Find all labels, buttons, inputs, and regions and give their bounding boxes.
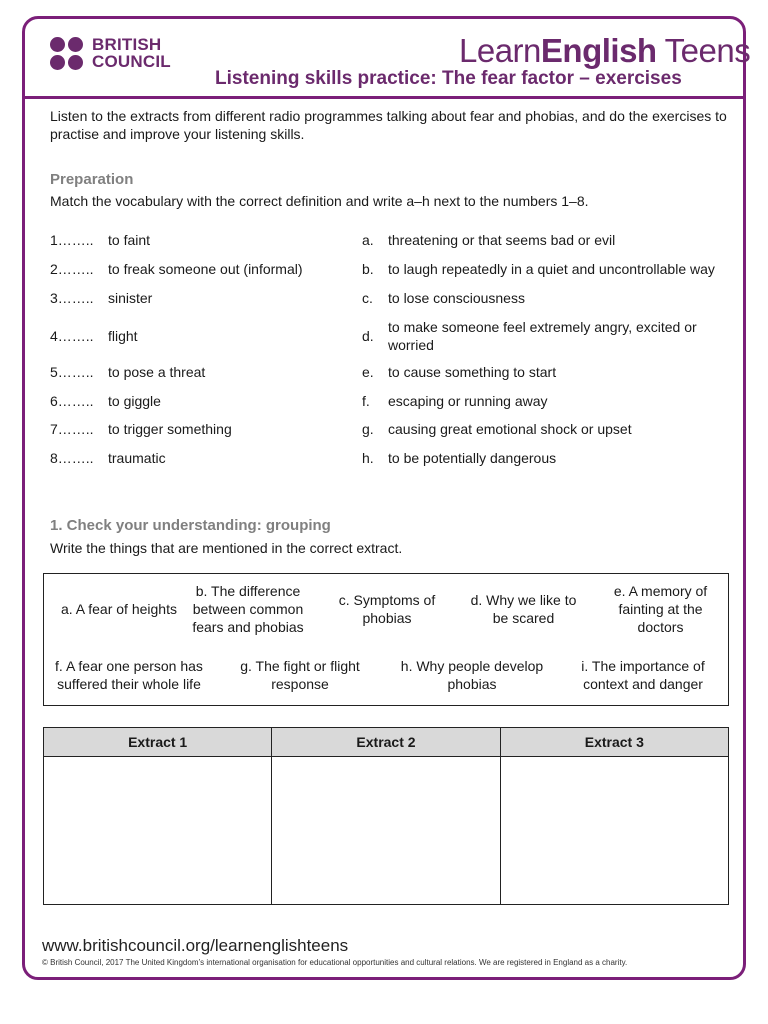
preparation-heading: Preparation <box>50 171 134 188</box>
extract-1-header: Extract 1 <box>44 728 272 757</box>
vocabulary-word: flight <box>108 328 138 344</box>
extract-3-answer-cell[interactable] <box>500 757 728 905</box>
answer-blank[interactable]: 7…….. <box>50 421 94 437</box>
definition-letter: d. <box>362 328 374 344</box>
logo-line-1: BRITISH <box>92 35 162 54</box>
answer-blank[interactable]: 2…….. <box>50 261 94 277</box>
definition-text: causing great emotional shock or upset <box>388 421 632 437</box>
definition-text: to make someone feel extremely angry, excited or worried <box>388 319 697 353</box>
answer-blank[interactable]: 8…….. <box>50 450 94 466</box>
vocabulary-word: to faint <box>108 232 151 248</box>
header-divider <box>22 96 746 99</box>
definition-letter: g. <box>362 421 374 437</box>
answer-blank[interactable]: 5…….. <box>50 364 94 380</box>
grouping-option: c. Symptoms of phobias <box>338 592 436 626</box>
preparation-instruction: Match the vocabulary with the correct definition and write a–h next to the numbers 1–8. <box>50 193 589 209</box>
definition-letter: h. <box>362 450 374 466</box>
answer-blank[interactable]: 4…….. <box>50 328 94 344</box>
logo-text <box>92 36 171 70</box>
learnenglish-teens-brand <box>459 32 750 70</box>
definition-text: escaping or running away <box>388 393 548 409</box>
grouping-option: i. The importance of context and danger <box>581 658 705 692</box>
brand-teens: Teens <box>656 32 751 69</box>
vocabulary-word: to giggle <box>108 393 161 409</box>
intro-text: Listen to the extracts from different radio programmes talking about fear and phobias, and do the exercises to practise and improve your listening skills. <box>50 108 727 142</box>
logo-dot <box>50 37 65 52</box>
definition-text: threatening or that seems bad or evil <box>388 232 616 248</box>
logo-dot <box>50 55 65 70</box>
vocabulary-row <box>50 449 740 467</box>
definition-letter: c. <box>362 290 373 306</box>
exercise1-instruction: Write the things that are mentioned in the correct extract. <box>50 540 403 556</box>
vocabulary-word: sinister <box>108 290 153 306</box>
answer-blank[interactable]: 1…….. <box>50 232 94 248</box>
vocabulary-row <box>50 260 740 278</box>
vocabulary-row <box>50 420 740 438</box>
vocabulary-word: traumatic <box>108 450 166 466</box>
definition-text: to cause something to start <box>388 364 557 380</box>
vocabulary-row <box>50 392 740 410</box>
grouping-option: d. Why we like to be scared <box>470 592 577 626</box>
grouping-option: f. A fear one person has suffered their whole life <box>55 658 203 692</box>
document-title: Listening skills practice: The fear factor – exercises <box>215 68 682 89</box>
vocabulary-row <box>50 231 740 249</box>
answer-blank[interactable]: 6…….. <box>50 393 94 409</box>
vocabulary-row <box>50 289 740 307</box>
definition-text: to lose consciousness <box>388 290 525 306</box>
extract-2-header: Extract 2 <box>272 728 500 757</box>
grouping-option: a. A fear of heights <box>61 601 177 617</box>
brand-learn: Learn <box>459 32 541 69</box>
vocabulary-row <box>50 318 740 354</box>
extracts-table <box>43 727 729 905</box>
grouping-option: g. The fight or flight response <box>240 658 360 692</box>
extract-1-answer-cell[interactable] <box>44 757 272 905</box>
extract-3-header: Extract 3 <box>500 728 728 757</box>
vocabulary-row <box>50 363 740 381</box>
vocabulary-word: to freak someone out (informal) <box>108 261 303 277</box>
grouping-options-box <box>43 573 729 706</box>
vocabulary-word: to trigger something <box>108 421 232 437</box>
footer-copyright: © British Council, 2017 The United Kingdom’s international organisation for educational opportunities and cultural relations. We are registered in England as a charity. <box>42 958 628 967</box>
logo-dot <box>68 55 83 70</box>
grouping-option: e. A memory of fainting at the doctors <box>613 583 708 635</box>
exercise1-heading: 1. Check your understanding: grouping <box>50 517 331 534</box>
footer-url[interactable]: www.britishcouncil.org/learnenglishteens <box>42 936 349 955</box>
definition-letter: f. <box>362 393 370 409</box>
definition-letter: b. <box>362 261 374 277</box>
grouping-option: b. The difference between common fears and phobias <box>192 583 304 635</box>
grouping-option: h. Why people develop phobias <box>400 658 544 692</box>
definition-text: to laugh repeatedly in a quiet and uncontrollable way <box>388 261 715 277</box>
definition-letter: a. <box>362 232 374 248</box>
answer-blank[interactable]: 3…….. <box>50 290 94 306</box>
definition-text: to be potentially dangerous <box>388 450 557 466</box>
vocabulary-word: to pose a threat <box>108 364 206 380</box>
extract-2-answer-cell[interactable] <box>272 757 500 905</box>
logo-line-2: COUNCIL <box>92 52 171 71</box>
logo-dot <box>68 37 83 52</box>
definition-letter: e. <box>362 364 374 380</box>
brand-english: English <box>540 32 657 69</box>
